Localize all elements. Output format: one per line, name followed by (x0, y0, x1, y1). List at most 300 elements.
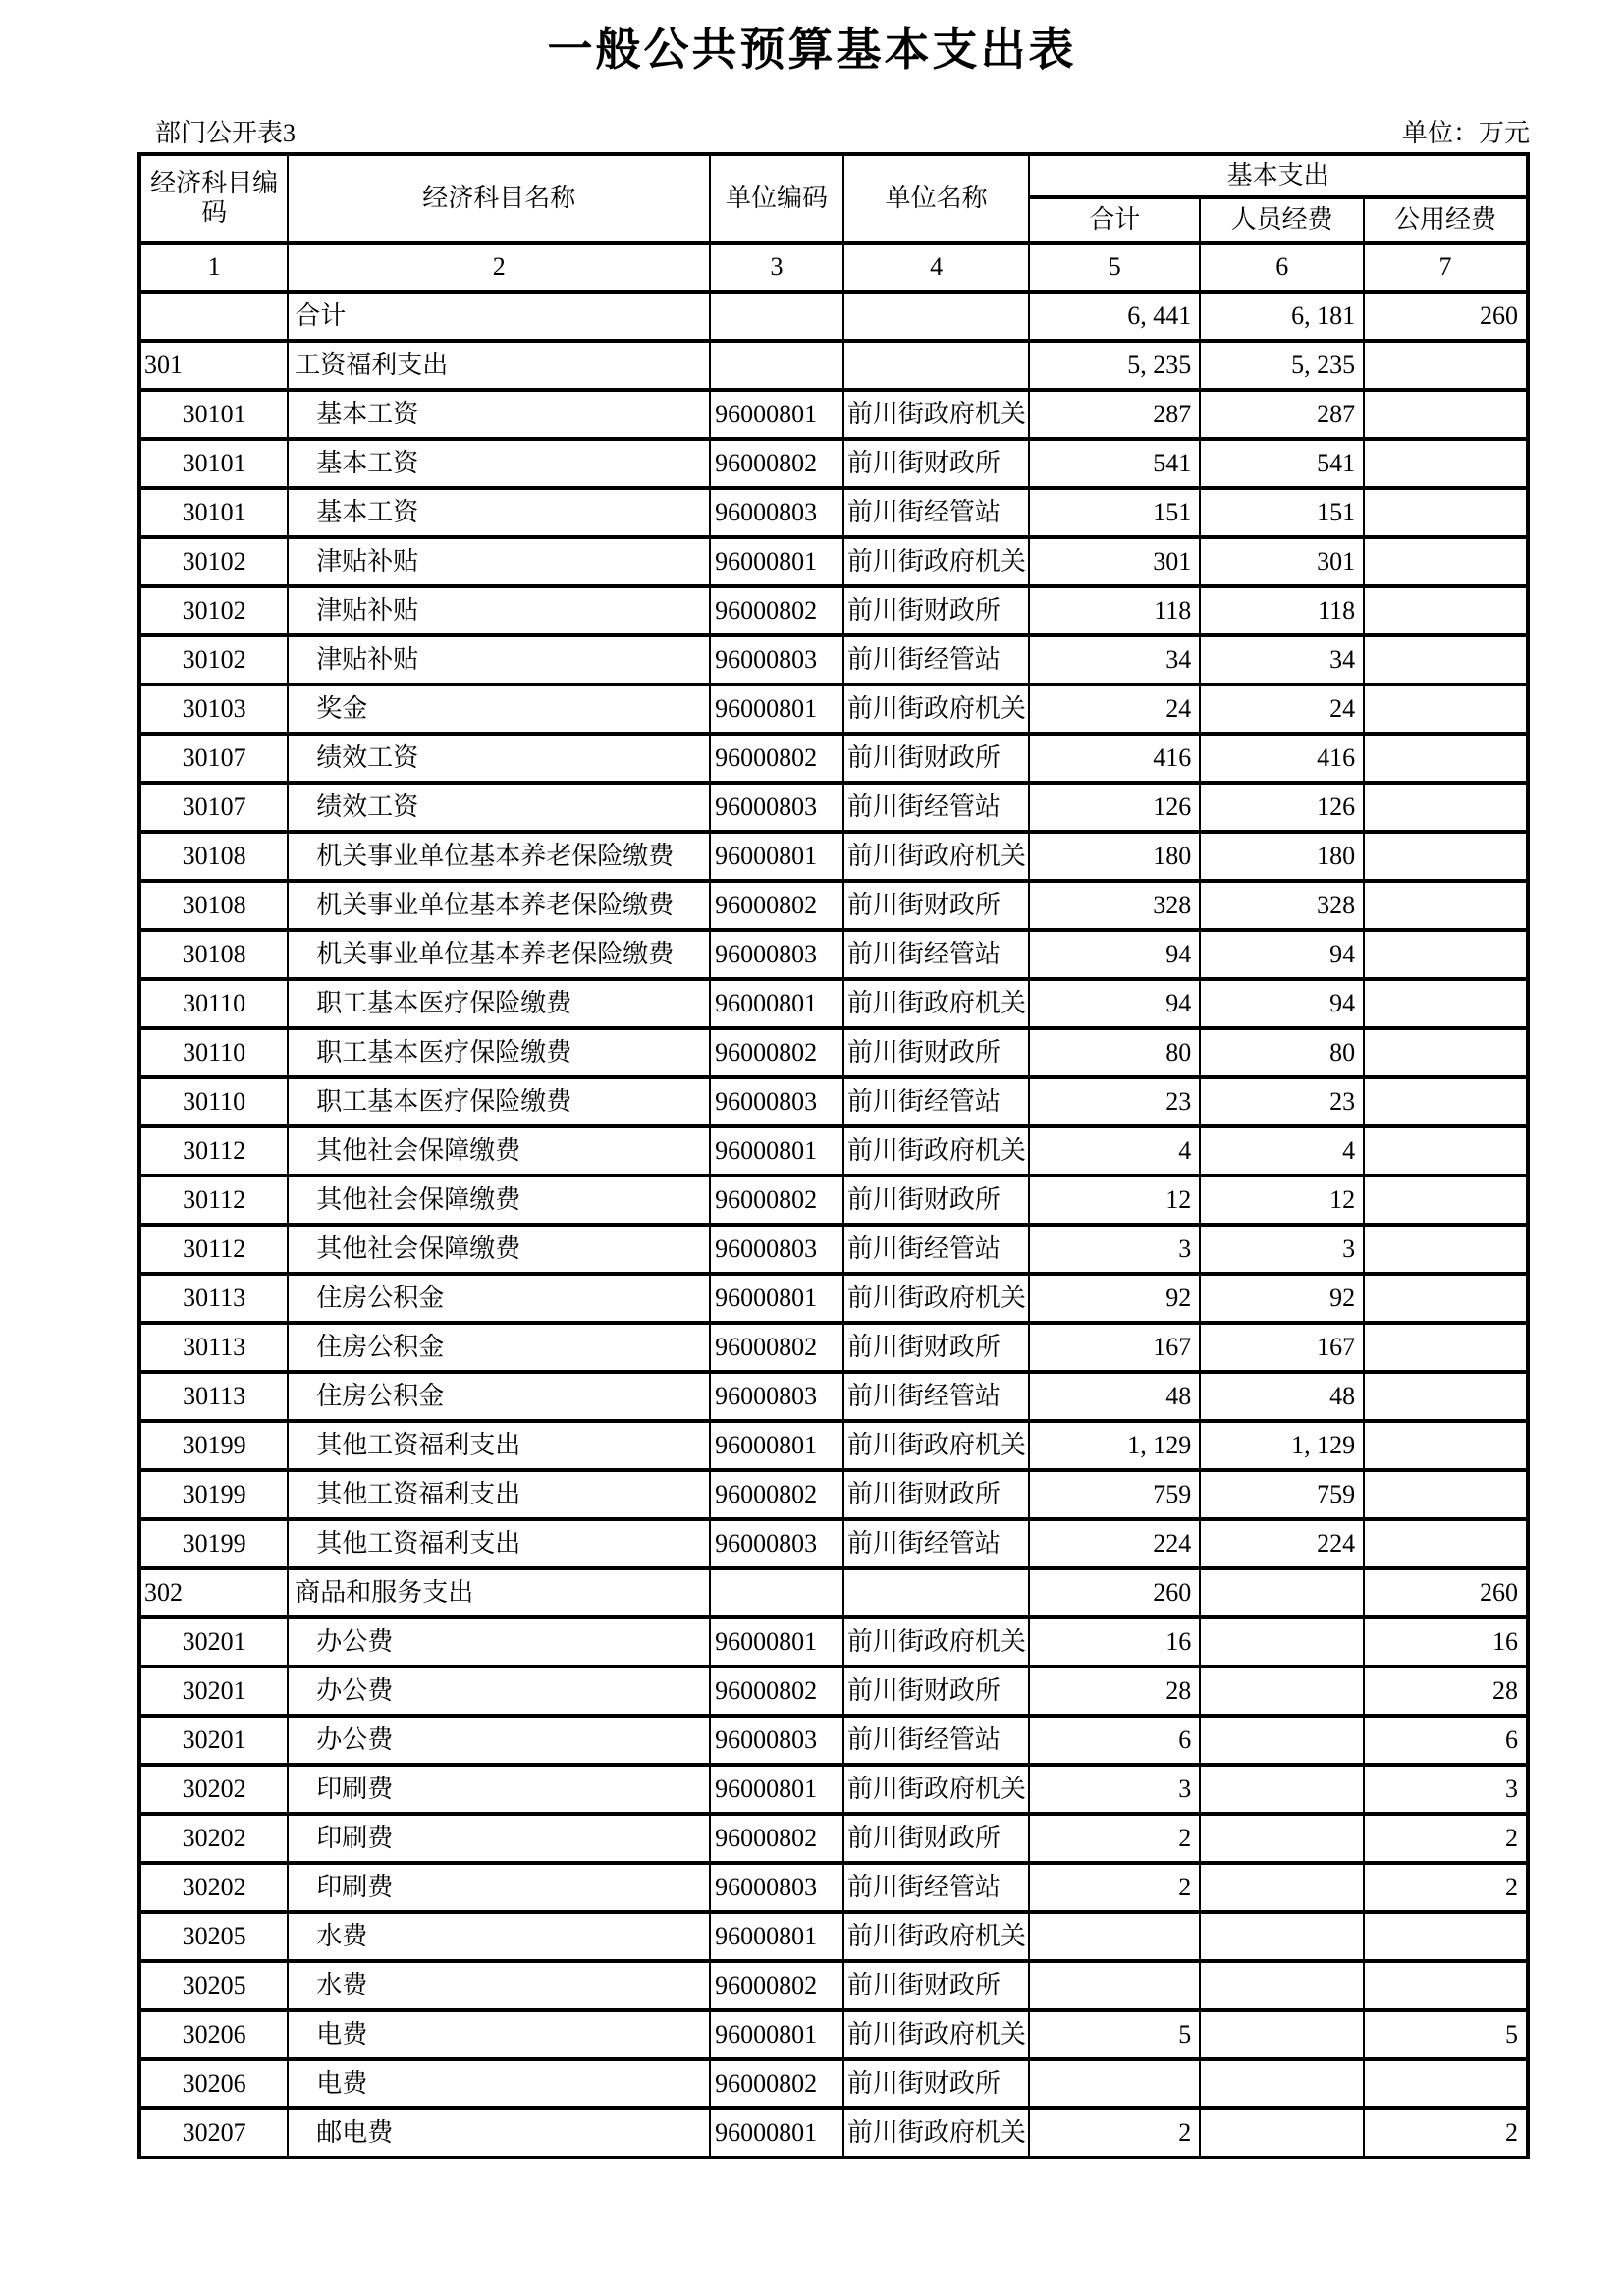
cell-total: 2 (1029, 2108, 1200, 2158)
cell-unit-code: 96000802 (710, 439, 843, 488)
cell-unit-name: 前川街财政所 (843, 734, 1029, 783)
cell-total: 301 (1029, 537, 1200, 586)
cell-total: 12 (1029, 1175, 1200, 1225)
cell-public (1364, 1912, 1528, 1961)
cell-unit-name: 前川街政府机关 (843, 1126, 1029, 1175)
cell-personnel: 1, 129 (1200, 1421, 1364, 1470)
cell-total: 3 (1029, 1225, 1200, 1274)
cell-unit-code: 96000803 (710, 1519, 843, 1568)
cell-name: 邮电费 (288, 2108, 710, 2158)
cell-unit-code: 96000803 (710, 783, 843, 832)
cell-unit-code: 96000801 (710, 1421, 843, 1470)
cell-personnel: 5, 235 (1200, 341, 1364, 390)
table-row (139, 2010, 1528, 2059)
cell-personnel: 4 (1200, 1126, 1364, 1175)
cell-public (1364, 979, 1528, 1028)
cell-unit-code: 96000802 (710, 881, 843, 930)
cell-total: 260 (1029, 1568, 1200, 1617)
cell-name: 办公费 (288, 1716, 710, 1765)
table-row (139, 2108, 1528, 2158)
table-row (139, 783, 1528, 832)
cell-unit-name: 前川街政府机关 (843, 2010, 1029, 2059)
cell-name: 住房公积金 (288, 1372, 710, 1421)
cell-total: 2 (1029, 1814, 1200, 1863)
cell-public (1364, 1323, 1528, 1372)
cell-personnel (1200, 2108, 1364, 2158)
table-row (139, 1372, 1528, 1421)
table-row (139, 586, 1528, 635)
cell-unit-name: 前川街经管站 (843, 1519, 1029, 1568)
cell-personnel: 48 (1200, 1372, 1364, 1421)
cell-total: 16 (1029, 1617, 1200, 1667)
cell-total: 94 (1029, 979, 1200, 1028)
cell-unit-code: 96000801 (710, 979, 843, 1028)
cell-public (1364, 1028, 1528, 1077)
cell-public (1364, 1372, 1528, 1421)
cell-code: 30102 (139, 635, 288, 684)
cell-name: 津贴补贴 (288, 635, 710, 684)
cell-code: 30202 (139, 1863, 288, 1912)
cell-code: 30201 (139, 1667, 288, 1716)
table-row (139, 1863, 1528, 1912)
cell-personnel: 34 (1200, 635, 1364, 684)
table-row (139, 930, 1528, 979)
cell-personnel (1200, 2059, 1364, 2108)
cell-code: 30206 (139, 2010, 288, 2059)
cell-unit-name: 前川街经管站 (843, 930, 1029, 979)
cell-personnel: 541 (1200, 439, 1364, 488)
cell-name: 职工基本医疗保险缴费 (288, 979, 710, 1028)
cell-name: 电费 (288, 2059, 710, 2108)
cell-personnel: 301 (1200, 537, 1364, 586)
cell-public (1364, 1225, 1528, 1274)
cell-public: 5 (1364, 2010, 1528, 2059)
cell-unit-code: 96000802 (710, 1175, 843, 1225)
cell-unit-code: 96000803 (710, 1077, 843, 1126)
cell-code: 30108 (139, 930, 288, 979)
table-row (139, 1814, 1528, 1863)
cell-code: 30110 (139, 1028, 288, 1077)
cell-name: 其他工资福利支出 (288, 1519, 710, 1568)
cell-unit-code: 96000801 (710, 1126, 843, 1175)
cell-total: 118 (1029, 586, 1200, 635)
cell-total: 1, 129 (1029, 1421, 1200, 1470)
header-unit-name: 单位名称 (843, 154, 1029, 243)
cell-unit-name: 前川街政府机关 (843, 832, 1029, 881)
cell-name: 基本工资 (288, 390, 710, 439)
cell-unit-name: 前川街政府机关 (843, 1421, 1029, 1470)
cell-personnel: 167 (1200, 1323, 1364, 1372)
cell-total: 2 (1029, 1863, 1200, 1912)
cell-unit-code: 96000801 (710, 832, 843, 881)
cell-total: 6, 441 (1029, 292, 1200, 341)
cell-unit-code: 96000803 (710, 1225, 843, 1274)
cell-unit-name: 前川街财政所 (843, 1814, 1029, 1863)
cell-personnel (1200, 1667, 1364, 1716)
cell-personnel: 12 (1200, 1175, 1364, 1225)
cell-public (1364, 734, 1528, 783)
cell-personnel (1200, 1568, 1364, 1617)
cell-unit-code: 96000802 (710, 734, 843, 783)
cell-unit-name: 前川街政府机关 (843, 537, 1029, 586)
cell-public (1364, 1274, 1528, 1323)
table-row (139, 1126, 1528, 1175)
cell-public: 2 (1364, 1863, 1528, 1912)
cell-unit-code: 96000801 (710, 1912, 843, 1961)
table-row (139, 1225, 1528, 1274)
cell-public (1364, 537, 1528, 586)
cell-personnel: 126 (1200, 783, 1364, 832)
cell-unit-code: 96000802 (710, 586, 843, 635)
cell-unit-name: 前川街经管站 (843, 1077, 1029, 1126)
cell-public: 2 (1364, 2108, 1528, 2158)
cell-code: 30108 (139, 832, 288, 881)
cell-personnel (1200, 1617, 1364, 1667)
cell-public (1364, 488, 1528, 537)
cell-personnel: 3 (1200, 1225, 1364, 1274)
cell-total: 759 (1029, 1470, 1200, 1519)
cell-code: 30199 (139, 1519, 288, 1568)
cell-code: 30101 (139, 390, 288, 439)
cell-unit-code: 96000803 (710, 488, 843, 537)
cell-total: 126 (1029, 783, 1200, 832)
cell-personnel (1200, 1716, 1364, 1765)
cell-personnel: 24 (1200, 684, 1364, 734)
cell-total (1029, 2059, 1200, 2108)
cell-code: 30110 (139, 979, 288, 1028)
cell-code: 30205 (139, 1961, 288, 2010)
cell-public (1364, 881, 1528, 930)
cell-name: 绩效工资 (288, 783, 710, 832)
table-row (139, 979, 1528, 1028)
cell-unit-name (843, 1568, 1029, 1617)
cell-personnel (1200, 2010, 1364, 2059)
cell-unit-code: 96000802 (710, 2059, 843, 2108)
cell-name: 住房公积金 (288, 1323, 710, 1372)
cell-code: 30206 (139, 2059, 288, 2108)
cell-code (139, 292, 288, 341)
cell-unit-name (843, 292, 1029, 341)
cell-public: 16 (1364, 1617, 1528, 1667)
cell-unit-name: 前川街财政所 (843, 1667, 1029, 1716)
cell-total: 80 (1029, 1028, 1200, 1077)
cell-personnel: 94 (1200, 930, 1364, 979)
cell-unit-name: 前川街政府机关 (843, 2108, 1029, 2158)
cell-unit-name: 前川街财政所 (843, 881, 1029, 930)
cell-name: 住房公积金 (288, 1274, 710, 1323)
table-row (139, 292, 1528, 341)
cell-total: 24 (1029, 684, 1200, 734)
cell-unit-code: 96000801 (710, 684, 843, 734)
cell-public (1364, 930, 1528, 979)
cell-total: 416 (1029, 734, 1200, 783)
cell-total: 6 (1029, 1716, 1200, 1765)
cell-unit-name: 前川街政府机关 (843, 390, 1029, 439)
unit-note: 单位：万元 (1401, 119, 1530, 147)
cell-total: 5 (1029, 2010, 1200, 2059)
table-row (139, 537, 1528, 586)
cell-public (1364, 1519, 1528, 1568)
cell-total: 4 (1029, 1126, 1200, 1175)
cell-total: 180 (1029, 832, 1200, 881)
cell-name: 水费 (288, 1912, 710, 1961)
cell-public (1364, 635, 1528, 684)
cell-code: 30110 (139, 1077, 288, 1126)
cell-public: 260 (1364, 292, 1528, 341)
column-number: 6 (1200, 243, 1364, 292)
page-title: 一般公共预算基本支出表 (547, 25, 1077, 75)
cell-personnel (1200, 1912, 1364, 1961)
cell-code: 30113 (139, 1372, 288, 1421)
cell-unit-code: 96000801 (710, 1765, 843, 1814)
cell-code: 30202 (139, 1814, 288, 1863)
cell-name: 津贴补贴 (288, 537, 710, 586)
cell-personnel (1200, 1863, 1364, 1912)
cell-total: 328 (1029, 881, 1200, 930)
cell-unit-name: 前川街财政所 (843, 1961, 1029, 2010)
column-number: 7 (1364, 243, 1528, 292)
cell-unit-code: 96000801 (710, 2108, 843, 2158)
cell-unit-code: 96000801 (710, 1274, 843, 1323)
cell-code: 30102 (139, 586, 288, 635)
cell-unit-code: 96000801 (710, 2010, 843, 2059)
cell-public: 6 (1364, 1716, 1528, 1765)
cell-public (1364, 783, 1528, 832)
table-row (139, 390, 1528, 439)
cell-name: 职工基本医疗保险缴费 (288, 1077, 710, 1126)
cell-unit-code: 96000801 (710, 537, 843, 586)
cell-name: 津贴补贴 (288, 586, 710, 635)
cell-unit-name: 前川街经管站 (843, 1716, 1029, 1765)
cell-unit-name: 前川街财政所 (843, 1323, 1029, 1372)
cell-personnel (1200, 1961, 1364, 2010)
cell-code: 301 (139, 341, 288, 390)
cell-name: 其他社会保障缴费 (288, 1175, 710, 1225)
header-personnel-funds: 人员经费 (1200, 197, 1364, 243)
cell-name: 绩效工资 (288, 734, 710, 783)
cell-unit-name: 前川街政府机关 (843, 1274, 1029, 1323)
cell-name: 基本工资 (288, 439, 710, 488)
cell-unit-name: 前川街政府机关 (843, 1617, 1029, 1667)
table-row (139, 832, 1528, 881)
cell-personnel: 80 (1200, 1028, 1364, 1077)
cell-total (1029, 1961, 1200, 2010)
cell-code: 30108 (139, 881, 288, 930)
cell-public (1364, 1126, 1528, 1175)
cell-unit-code: 96000803 (710, 1863, 843, 1912)
cell-personnel: 759 (1200, 1470, 1364, 1519)
cell-public (1364, 1961, 1528, 2010)
cell-name: 基本工资 (288, 488, 710, 537)
cell-unit-name: 前川街经管站 (843, 1225, 1029, 1274)
cell-personnel: 23 (1200, 1077, 1364, 1126)
cell-unit-code: 96000802 (710, 1814, 843, 1863)
cell-unit-name: 前川街政府机关 (843, 1912, 1029, 1961)
cell-personnel: 416 (1200, 734, 1364, 783)
cell-public (1364, 586, 1528, 635)
cell-code: 30199 (139, 1421, 288, 1470)
table-row (139, 1519, 1528, 1568)
cell-code: 30107 (139, 734, 288, 783)
cell-unit-name (843, 341, 1029, 390)
budget-table (137, 152, 1530, 2159)
table-row (139, 635, 1528, 684)
cell-total: 28 (1029, 1667, 1200, 1716)
cell-name: 印刷费 (288, 1765, 710, 1814)
cell-code: 30202 (139, 1765, 288, 1814)
table-row (139, 1961, 1528, 2010)
cell-name: 机关事业单位基本养老保险缴费 (288, 881, 710, 930)
cell-unit-code: 96000802 (710, 1667, 843, 1716)
cell-public (1364, 1077, 1528, 1126)
cell-code: 30107 (139, 783, 288, 832)
table-meta-row (137, 118, 1530, 148)
cell-unit-code: 96000801 (710, 390, 843, 439)
cell-personnel: 118 (1200, 586, 1364, 635)
table-row (139, 1912, 1528, 1961)
budget-table-section (137, 118, 1530, 2159)
cell-unit-name: 前川街财政所 (843, 439, 1029, 488)
cell-unit-code (710, 341, 843, 390)
column-number-row (139, 243, 1528, 292)
column-number: 5 (1029, 243, 1200, 292)
cell-unit-name: 前川街经管站 (843, 635, 1029, 684)
cell-code: 30112 (139, 1225, 288, 1274)
cell-total: 34 (1029, 635, 1200, 684)
cell-name: 印刷费 (288, 1863, 710, 1912)
sheet-label: 部门公开表3 (155, 119, 297, 147)
cell-unit-code: 96000802 (710, 1028, 843, 1077)
cell-code: 30101 (139, 439, 288, 488)
cell-public: 28 (1364, 1667, 1528, 1716)
cell-code: 302 (139, 1568, 288, 1617)
cell-unit-code: 96000802 (710, 1961, 843, 2010)
cell-unit-name: 前川街财政所 (843, 1028, 1029, 1077)
cell-personnel (1200, 1765, 1364, 1814)
cell-name: 办公费 (288, 1667, 710, 1716)
table-row (139, 1765, 1528, 1814)
table-row (139, 341, 1528, 390)
cell-total: 287 (1029, 390, 1200, 439)
cell-public (1364, 1470, 1528, 1519)
header-economic-name: 经济科目名称 (288, 154, 710, 243)
cell-code: 30207 (139, 2108, 288, 2158)
cell-total: 5, 235 (1029, 341, 1200, 390)
cell-personnel (1200, 1814, 1364, 1863)
cell-unit-name: 前川街政府机关 (843, 1765, 1029, 1814)
cell-unit-code: 96000803 (710, 930, 843, 979)
cell-name: 商品和服务支出 (288, 1568, 710, 1617)
cell-personnel: 94 (1200, 979, 1364, 1028)
cell-name: 奖金 (288, 684, 710, 734)
table-row (139, 1274, 1528, 1323)
cell-total: 3 (1029, 1765, 1200, 1814)
cell-code: 30201 (139, 1716, 288, 1765)
cell-total: 151 (1029, 488, 1200, 537)
cell-unit-name: 前川街经管站 (843, 1863, 1029, 1912)
cell-code: 30205 (139, 1912, 288, 1961)
table-row (139, 1617, 1528, 1667)
cell-public (1364, 390, 1528, 439)
column-number: 2 (288, 243, 710, 292)
cell-public (1364, 439, 1528, 488)
cell-unit-name: 前川街政府机关 (843, 684, 1029, 734)
column-number: 3 (710, 243, 843, 292)
cell-personnel: 287 (1200, 390, 1364, 439)
header-total: 合计 (1029, 197, 1200, 243)
cell-total: 541 (1029, 439, 1200, 488)
cell-public (1364, 1175, 1528, 1225)
table-row (139, 684, 1528, 734)
table-row (139, 1716, 1528, 1765)
cell-code: 30112 (139, 1126, 288, 1175)
cell-unit-name: 前川街经管站 (843, 488, 1029, 537)
cell-public: 260 (1364, 1568, 1528, 1617)
cell-code: 30113 (139, 1274, 288, 1323)
cell-unit-name: 前川街财政所 (843, 586, 1029, 635)
table-row (139, 1077, 1528, 1126)
cell-name: 其他工资福利支出 (288, 1470, 710, 1519)
cell-code: 30101 (139, 488, 288, 537)
table-row (139, 881, 1528, 930)
cell-unit-name: 前川街财政所 (843, 1175, 1029, 1225)
cell-public (1364, 1421, 1528, 1470)
cell-name: 机关事业单位基本养老保险缴费 (288, 832, 710, 881)
cell-name: 电费 (288, 2010, 710, 2059)
cell-unit-code: 96000802 (710, 1470, 843, 1519)
cell-unit-code: 96000803 (710, 635, 843, 684)
table-row (139, 1175, 1528, 1225)
cell-total: 92 (1029, 1274, 1200, 1323)
cell-public (1364, 2059, 1528, 2108)
cell-name: 其他工资福利支出 (288, 1421, 710, 1470)
cell-personnel: 180 (1200, 832, 1364, 881)
cell-unit-code (710, 292, 843, 341)
table-row (139, 1421, 1528, 1470)
cell-public (1364, 341, 1528, 390)
cell-personnel: 6, 181 (1200, 292, 1364, 341)
header-economic-code: 经济科目编码 (139, 154, 288, 243)
cell-total: 167 (1029, 1323, 1200, 1372)
table-row (139, 1568, 1528, 1617)
cell-code: 30199 (139, 1470, 288, 1519)
column-number: 4 (843, 243, 1029, 292)
cell-unit-name: 前川街财政所 (843, 1470, 1029, 1519)
table-row (139, 439, 1528, 488)
cell-public (1364, 684, 1528, 734)
cell-name: 办公费 (288, 1617, 710, 1667)
cell-name: 水费 (288, 1961, 710, 2010)
table-row (139, 2059, 1528, 2108)
cell-unit-code: 96000802 (710, 1323, 843, 1372)
cell-unit-name: 前川街政府机关 (843, 979, 1029, 1028)
cell-code: 30112 (139, 1175, 288, 1225)
column-number: 1 (139, 243, 288, 292)
cell-name: 其他社会保障缴费 (288, 1126, 710, 1175)
header-public-funds: 公用经费 (1364, 197, 1528, 243)
table-row (139, 1323, 1528, 1372)
cell-total: 224 (1029, 1519, 1200, 1568)
cell-unit-code: 96000803 (710, 1372, 843, 1421)
cell-public: 2 (1364, 1814, 1528, 1863)
cell-unit-name: 前川街经管站 (843, 783, 1029, 832)
cell-personnel: 224 (1200, 1519, 1364, 1568)
cell-total: 23 (1029, 1077, 1200, 1126)
table-row (139, 734, 1528, 783)
cell-code: 30113 (139, 1323, 288, 1372)
table-row (139, 488, 1528, 537)
cell-personnel: 151 (1200, 488, 1364, 537)
